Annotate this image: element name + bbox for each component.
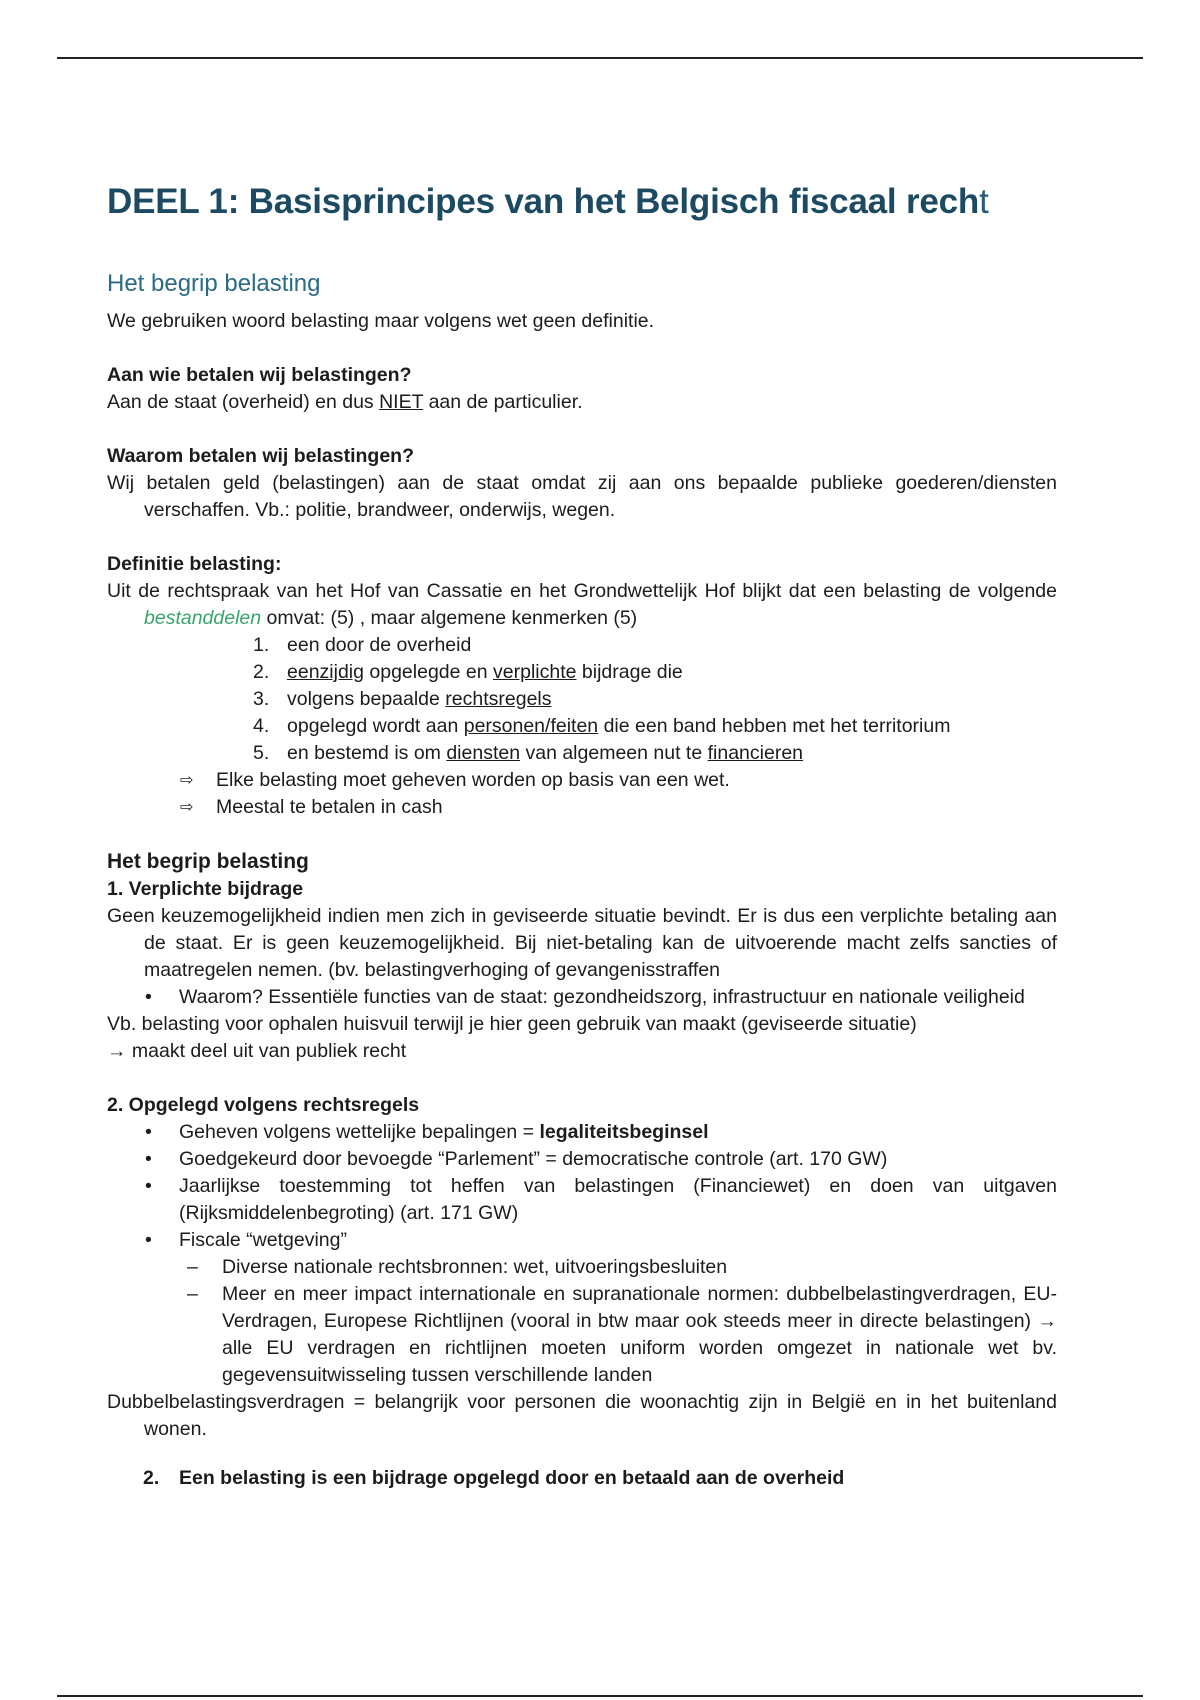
arrow-right-icon: ⇨: [180, 772, 194, 789]
paragraph: Dubbelbelastingsverdragen = belangrijk voor personen die woonachtig zijn in België en in het buitenland wonen.: [107, 1391, 1057, 1440]
definition-list: [107, 632, 1057, 767]
arrow-item: ⇨ Elke belasting moet geheven worden op basis van een wet.: [107, 767, 1057, 794]
bullet-icon: •: [145, 1229, 152, 1251]
dash-item: – Meer en meer impact internationale en supranationale normen: dubbelbelastingverdragen, EU-Verdragen, Europese Richtlijnen (vooral in btw maar ook steeds meer in directe belastingen) → alle EU verdragen en richtlijnen moeten uniform worden omgezet in nationale wet bv. gegevensuitwisseling tussen verschillende landen: [187, 1283, 1057, 1386]
question-heading: Aan wie betalen wij belastingen?: [107, 364, 412, 386]
dash-icon: –: [187, 1256, 198, 1278]
section-heading: Het begrip belasting: [107, 270, 321, 297]
dash-item: – Diverse nationale rechtsbronnen: wet, uitvoeringsbesluiten: [107, 1254, 1057, 1281]
list-item: 5. en bestemd is om diensten van algemeen nut te financieren: [253, 742, 804, 764]
bullet-icon: •: [145, 986, 152, 1008]
final-heading: 2. Een belasting is een bijdrage opgelegd door en betaald aan de overheid: [143, 1467, 845, 1489]
dash-icon: –: [187, 1283, 198, 1305]
bullet-icon: •: [145, 1175, 152, 1197]
page-title: DEEL 1: Basisprincipes van het Belgisch fiscaal recht: [107, 182, 989, 221]
document-page: [107, 178, 1057, 1492]
subheading: 1. Verplichte bijdrage: [107, 878, 304, 900]
bullet-item: • Waarom? Essentiële functies van de staat: gezondheidszorg, infrastructuur en nationale veiligheid: [107, 984, 1057, 1011]
list-item: 3. volgens bepaalde rechtsregels: [253, 688, 552, 710]
example-text: Vb. belasting voor ophalen huisvuil terwijl je hier geen gebruik van maakt (geviseerde situatie): [107, 1013, 917, 1035]
answer-text: Aan de staat (overheid) en dus NIET aan de particulier.: [107, 391, 583, 413]
footer-rule: [57, 1695, 1143, 1697]
bullet-item: • Fiscale “wetgeving”: [107, 1227, 1057, 1254]
subheading: 2. Opgelegd volgens rechtsregels: [107, 1094, 420, 1116]
section-heading: Het begrip belasting: [107, 850, 309, 873]
arrow-line: → maakt deel uit van publiek recht: [107, 1040, 407, 1062]
bullet-item: • Jaarlijkse toestemming tot heffen van belastingen (Financiewet) en doen van uitgaven (Rijksmiddelenbegroting) (art. 171 GW): [145, 1175, 1057, 1224]
bullet-item: • Geheven volgens wettelijke bepalingen = legaliteitsbeginsel: [107, 1119, 1057, 1146]
definition-text: Uit de rechtspraak van het Hof van Cassatie en het Grondwettelijk Hof blijkt dat een belasting de volgende bestanddelen omvat: (5) , maar algemene kenmerken (5): [107, 580, 1057, 629]
intro-text: We gebruiken woord belasting maar volgens wet geen definitie.: [107, 310, 655, 332]
bullet-icon: •: [145, 1121, 152, 1143]
bullet-icon: •: [145, 1148, 152, 1170]
question-heading: Waarom betalen wij belastingen?: [107, 445, 415, 467]
bullet-item: • Goedgekeurd door bevoegde “Parlement” = democratische controle (art. 170 GW): [107, 1146, 1057, 1173]
list-item: 4. opgelegd wordt aan personen/feiten die een band hebben met het territorium: [253, 715, 951, 737]
arrow-item: ⇨ Meestal te betalen in cash: [107, 794, 1057, 821]
arrow-right-icon: ⇨: [180, 799, 194, 816]
definition-heading: Definitie belasting:: [107, 553, 282, 575]
header-rule: [57, 57, 1143, 59]
list-item: 1. een door de overheid: [253, 634, 472, 656]
answer-text: Wij betalen geld (belastingen) aan de staat omdat zij aan ons bepaalde publieke goederen/diensten verschaffen. Vb.: politie, brandweer, onderwijs, wegen.: [107, 472, 1057, 521]
list-item: 2. eenzijdig opgelegde en verplichte bijdrage die: [253, 661, 683, 683]
paragraph: Geen keuzemogelijkheid indien men zich in geviseerde situatie bevindt. Er is dus een verplichte betaling aan de staat. Er is geen keuzemogelijkheid. Bij niet-betaling kan de uitvoerende macht zelfs sancties of maatregelen nemen. (bv. belastingverhoging of gevangenisstraffen: [107, 905, 1057, 981]
